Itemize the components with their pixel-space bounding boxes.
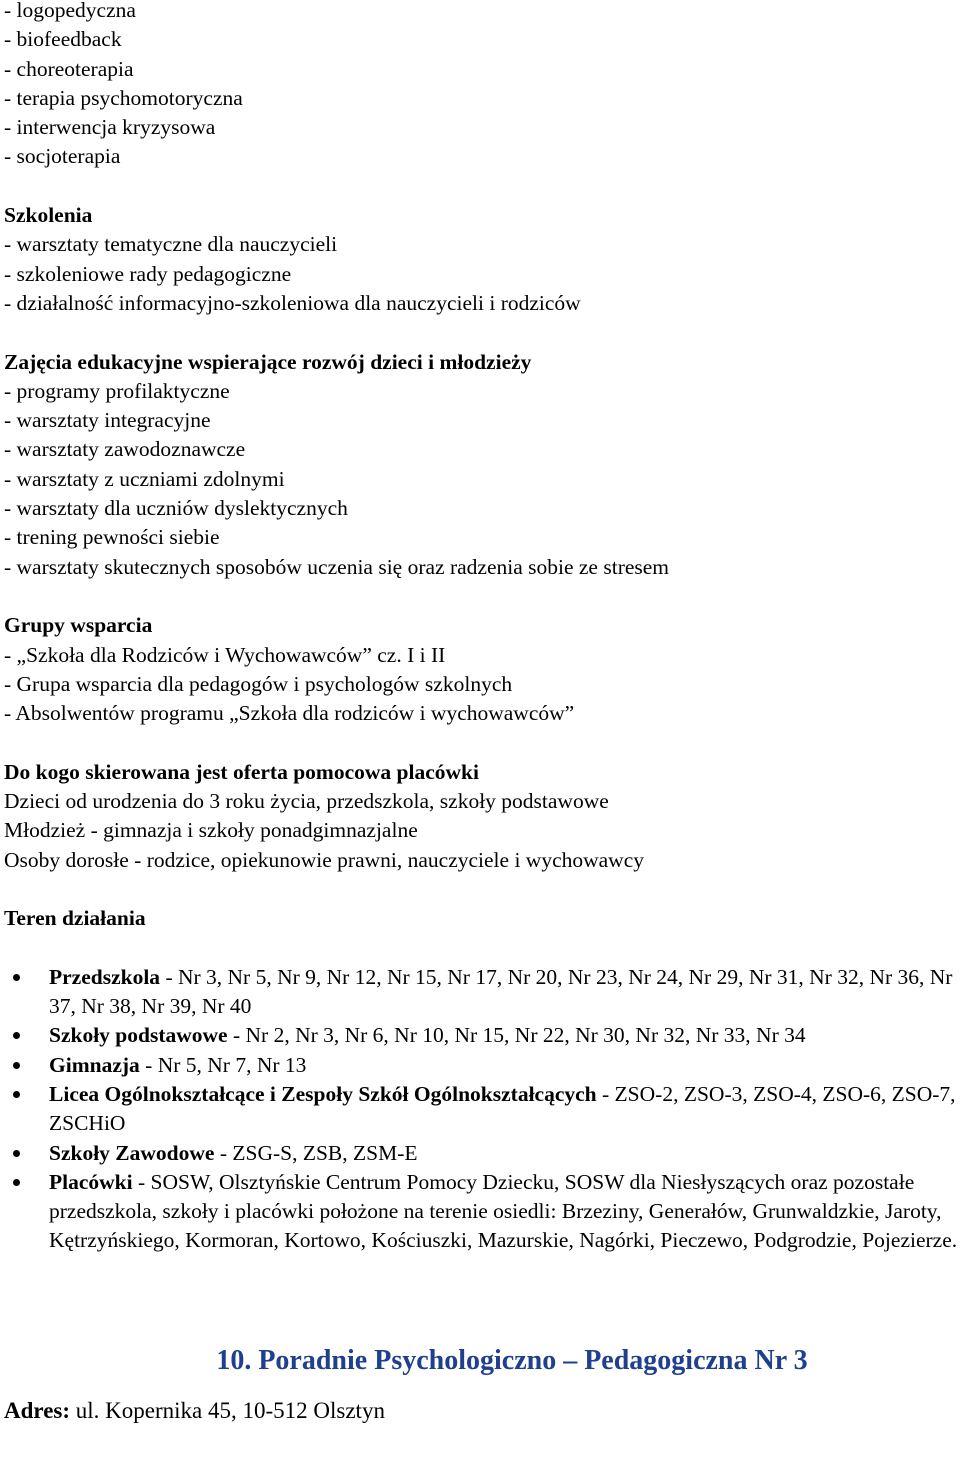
item-label: Szkoły Zawodowe	[49, 1140, 215, 1165]
item-label: Przedszkola	[49, 964, 161, 989]
section-heading: Szkolenia	[4, 203, 93, 228]
section-heading-10: 10. Poradnie Psychologiczno – Pedagogiczna Nr 3	[216, 1344, 808, 1376]
spacer	[4, 875, 960, 904]
address-value: ul. Kopernika 45, 10-512 Olsztyn	[70, 1397, 385, 1423]
spacer	[4, 582, 960, 611]
list-item: - „Szkoła dla Rodziców i Wychowawców” cz. I i II	[4, 642, 446, 667]
bullet-icon	[13, 1150, 20, 1157]
spacer	[4, 318, 960, 347]
item-label: Licea Ogólnokształcące i Zespoły Szkół Ogólnokształcących	[49, 1081, 597, 1106]
list-item: - działalność informacyjno-szkoleniowa dla nauczycieli i rodziców	[4, 290, 581, 315]
list-item: - warsztaty tematyczne dla nauczycieli	[4, 232, 338, 257]
bullet-icon	[13, 1091, 20, 1098]
list-item	[4, 963, 960, 1022]
list-item: - trening pewności siebie	[4, 525, 220, 550]
spacer	[4, 1256, 960, 1344]
bullet-icon	[13, 1179, 20, 1186]
list-item: - warsztaty skutecznych sposobów uczenia się oraz radzenia sobie ze stresem	[4, 554, 670, 579]
list-item	[4, 1139, 960, 1168]
item-text: - ZSO-2, ZSO-3, ZSO-4, ZSO-6, ZSO-7, ZSCHiO	[49, 1081, 956, 1136]
list-item: - warsztaty dla uczniów dyslektycznych	[4, 496, 348, 521]
list-item: Młodzież - gimnazja i szkoły ponadgimnazjalne	[4, 818, 418, 843]
section-zajecia	[4, 348, 960, 582]
section-heading: Zajęcia edukacyjne wspierające rozwój dzieci i młodzieży	[4, 349, 532, 374]
spacer	[4, 728, 960, 757]
item-label: Szkoły podstawowe	[49, 1023, 228, 1048]
item-text: - Nr 5, Nr 7, Nr 13	[139, 1052, 307, 1077]
section-heading: Teren działania	[4, 906, 146, 931]
section-grupy-wsparcia	[4, 611, 960, 728]
item-text: - Nr 3, Nr 5, Nr 9, Nr 12, Nr 15, Nr 17, Nr 20, Nr 23, Nr 24, Nr 29, Nr 31, Nr 32, Nr 36, Nr 37, Nr 38, Nr 39, Nr 40	[49, 964, 953, 1019]
list-item: Dzieci od urodzenia do 3 roku życia, przedszkola, szkoły podstawowe	[4, 789, 609, 814]
list-item: - interwencja kryzysowa	[4, 115, 216, 140]
section-heading: Grupy wsparcia	[4, 613, 153, 638]
list-item: - logopedyczna	[4, 0, 136, 22]
list-item: - warsztaty z uczniami zdolnymi	[4, 466, 285, 491]
list-item: - biofeedback	[4, 27, 122, 52]
item-label: Gimnazja	[49, 1052, 140, 1077]
address-label: Adres:	[4, 1397, 71, 1423]
bullet-icon	[13, 1062, 20, 1069]
document-page	[4, 0, 960, 1426]
bullet-icon	[13, 974, 20, 981]
list-item	[4, 1051, 960, 1080]
list-item	[4, 1168, 960, 1256]
item-label: Placówki	[49, 1169, 133, 1194]
list-item	[4, 1021, 960, 1050]
section-heading: Do kogo skierowana jest oferta pomocowa placówki	[4, 759, 479, 784]
teren-bullet-list	[4, 963, 960, 1256]
item-text: - ZSG-S, ZSB, ZSM-E	[214, 1140, 418, 1165]
list-item: - warsztaty zawodoznawcze	[4, 437, 246, 462]
item-text: - Nr 2, Nr 3, Nr 6, Nr 10, Nr 15, Nr 22, Nr 30, Nr 32, Nr 33, Nr 34	[227, 1023, 806, 1048]
bullet-icon	[13, 1032, 20, 1039]
list-item	[4, 1080, 960, 1139]
list-item: - szkoleniowe rady pedagogiczne	[4, 261, 292, 286]
list-item: - Absolwentów programu „Szkoła dla rodziców i wychowawców”	[4, 701, 575, 726]
list-item: - Grupa wsparcia dla pedagogów i psychologów szkolnych	[4, 671, 513, 696]
section-oferta	[4, 758, 960, 875]
list-item: - warsztaty integracyjne	[4, 408, 211, 433]
spacer	[4, 172, 960, 201]
list-item: - choreoterapia	[4, 56, 134, 81]
address-line	[4, 1396, 960, 1426]
list-item: - terapia psychomotoryczna	[4, 85, 243, 110]
section-szkolenia	[4, 201, 960, 318]
item-text: - SOSW, Olsztyńskie Centrum Pomocy Dziecku, SOSW dla Niesłyszących oraz pozostałe przedszkola, szkoły i placówki położone na terenie osiedli: Brzeziny, Generałów, Grunwaldzkie, Jaroty, Kętrzyńskiego, Kormoran, Kortowo, Kościuszki, Mazurskie, Nagórki, Pieczewo, Podgrodzie, Pojezierze.	[49, 1169, 958, 1253]
section-teren	[4, 904, 960, 1256]
list-item: - socjoterapia	[4, 144, 121, 169]
list-item: Osoby dorosłe - rodzice, opiekunowie prawni, nauczyciele i wychowawcy	[4, 847, 645, 872]
list-item: - programy profilaktyczne	[4, 378, 230, 403]
intro-list	[4, 0, 960, 172]
